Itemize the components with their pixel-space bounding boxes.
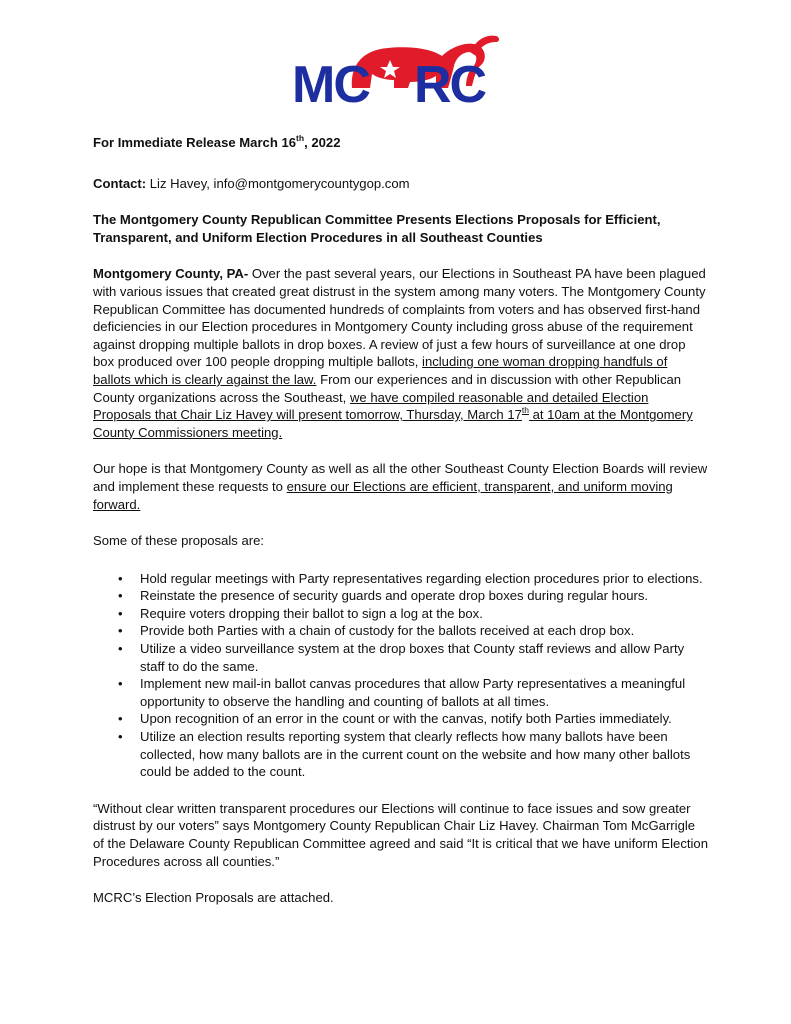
paragraph-hope	[93, 460, 708, 513]
bullet-icon: •	[118, 605, 123, 621]
para2-text: Our hope is that Montgomery County as well as all the other Southeast County Election Boards will review and implement these requests to	[93, 461, 708, 494]
contact-value: Liz Havey, info@montgomerycountygop.com	[146, 175, 410, 191]
proposal-item	[93, 675, 708, 710]
release-line	[93, 134, 708, 152]
proposal-item	[93, 728, 708, 781]
closing-line: MCRC’s Election Proposals are attached.	[93, 890, 334, 906]
proposal-item	[93, 622, 708, 640]
bullet-icon: •	[118, 641, 123, 657]
mcrc-logo	[290, 26, 505, 108]
release-suffix: , 2022	[304, 135, 341, 150]
press-release-body	[93, 134, 708, 907]
release-prefix: For Immediate Release March 16	[93, 135, 297, 150]
elephant-logo-icon	[290, 26, 505, 108]
contact-line	[93, 175, 708, 193]
logo-text-rc: RC	[414, 56, 486, 108]
proposal-text: Upon recognition of an error in the count or with the canvas, notify both Parties immediately.	[140, 711, 672, 727]
bullet-icon: •	[118, 570, 123, 586]
proposal-item	[93, 570, 708, 588]
release-sup: th	[296, 132, 305, 143]
para1-underline1: including one woman dropping handfuls of ballots which is clearly against the law.	[93, 354, 668, 387]
headline: The Montgomery County Republican Committee Presents Elections Proposals for Efficient, Transparent, and Uniform Election Procedures in all Southeast Counties	[93, 212, 661, 245]
proposal-item	[93, 640, 708, 675]
proposal-text: Utilize a video surveillance system at the drop boxes that County staff reviews and allow Party staff to do the same.	[140, 641, 685, 674]
proposal-item	[93, 710, 708, 728]
proposal-text: Reinstate the presence of security guards and operate drop boxes during regular hours.	[140, 588, 649, 604]
proposal-text: Hold regular meetings with Party representatives regarding election procedures prior to elections.	[140, 570, 703, 586]
proposal-text: Utilize an election results reporting system that clearly reflects how many ballots have been collected, how many ballots are in the current count on the website and how many other ballots could be added to the count.	[140, 729, 691, 780]
bullet-icon: •	[118, 711, 123, 727]
quote-paragraph: “Without clear written transparent procedures our Elections will continue to face issues and sow greater distrust by our voters” says Montgomery County Republican Chair Liz Havey. Chairman Tom McGarrigle of the Delaware County Republican Committee agreed and said “It is critical that we have uniform Election Procedures across all counties.”	[93, 800, 708, 869]
contact-label: Contact:	[93, 175, 147, 191]
paragraph-intro	[93, 265, 708, 441]
para1-text1: Over the past several years, our Elections in Southeast PA have been plagued with various issues that created great distrust in the system among many voters. The Montgomery County Republican Committee has documented hundreds of complaints from voters and has observed first-hand deficiencies in our Election procedures in Montgomery County including gross abuse of the requirement against dropping multiple ballots in drop boxes. A review of just a few hours of surveillance at one drop box produced over 100 people dropping multiple ballots,	[93, 266, 706, 370]
proposal-text: Implement new mail-in ballot canvas procedures that allow Party representatives a meaningful opportunity to observe the handling and counting of ballots at all times.	[140, 676, 686, 709]
para2-underline: ensure our Elections are efficient, transparent, and uniform moving forward.	[93, 478, 673, 512]
para1-text2: From our experiences and in discussion with other Republican County organizations across the Southeast,	[93, 371, 682, 405]
para1-underline2b: at 10am at the Montgomery County Commissioners meeting.	[93, 407, 693, 440]
para1-underline2-sup: th	[521, 404, 529, 415]
proposal-text: Provide both Parties with a chain of custody for the ballots received at each drop box.	[140, 623, 635, 639]
proposal-text: Require voters dropping their ballot to sign a log at the box.	[140, 605, 483, 621]
bullet-icon: •	[118, 623, 123, 639]
bullet-icon: •	[118, 588, 123, 604]
logo-text-mc: MC	[292, 56, 369, 108]
bullet-icon: •	[118, 729, 123, 745]
bullet-icon: •	[118, 676, 123, 692]
proposals-list	[93, 570, 708, 781]
dateline: Montgomery County, PA-	[93, 266, 249, 282]
proposals-intro: Some of these proposals are:	[93, 533, 265, 549]
proposal-item	[93, 605, 708, 623]
proposal-item	[93, 587, 708, 605]
para1-underline2a: we have compiled reasonable and detailed Election Proposals that Chair Liz Havey will present tomorrow, Thursday, March 17	[93, 389, 649, 423]
